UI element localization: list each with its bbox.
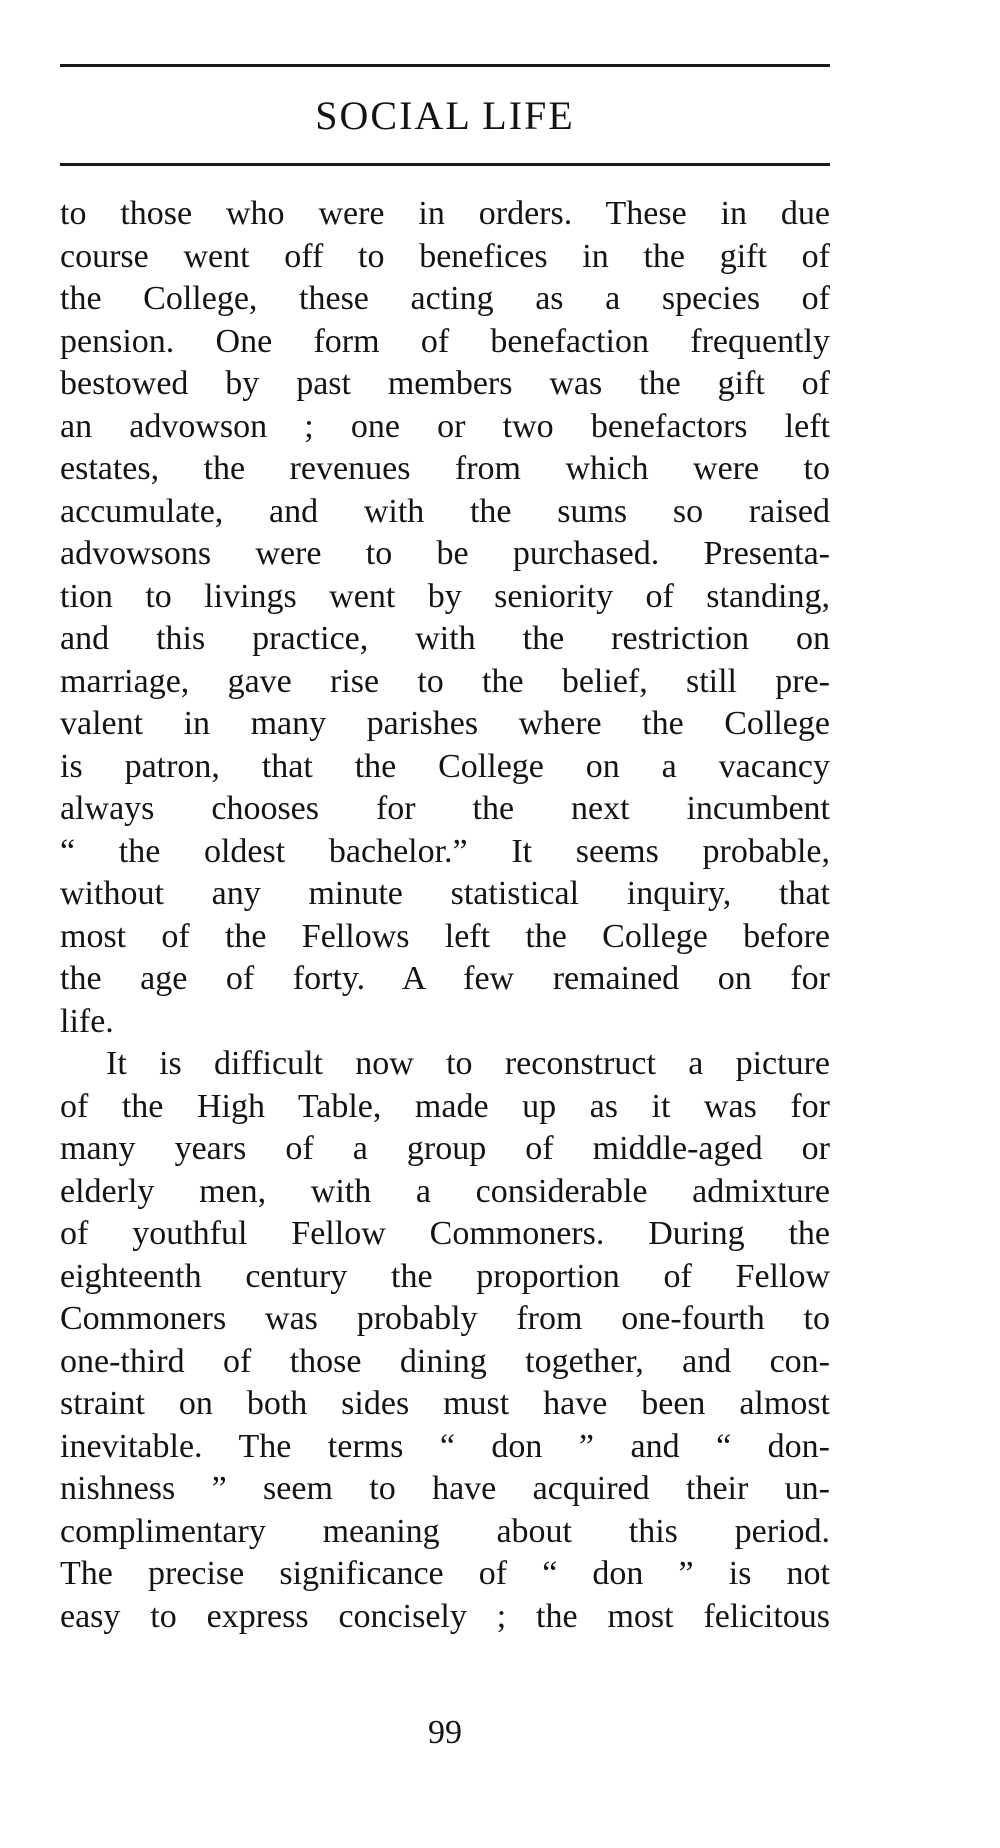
- paragraph: [60, 1043, 830, 1638]
- text-line: The precise significance of “ don ” is not: [60, 1555, 830, 1592]
- text-line: marriage, gave rise to the belief, still pre-: [60, 662, 830, 700]
- text-line: of youthful Fellow Commoners. During the: [60, 1215, 830, 1252]
- running-head: SOCIAL LIFE: [315, 93, 575, 138]
- text-line: of the High Table, made up as it was for: [60, 1087, 830, 1125]
- text-line: eighteenth century the proportion of Fellow: [60, 1257, 830, 1295]
- text-line: many years of a group of middle-aged or: [60, 1130, 830, 1167]
- text-line: inevitable. The terms “ don ” and “ don-: [60, 1427, 830, 1465]
- text-line: the College, these acting as a species of: [60, 280, 830, 317]
- book-page: [60, 0, 830, 1848]
- text-line: tion to livings went by seniority of standing,: [60, 577, 830, 615]
- text-line: “ the oldest bachelor.” It seems probable,: [60, 832, 830, 870]
- text-line: most of the Fellows left the College before: [60, 917, 830, 955]
- header-bottom-rule: [60, 163, 830, 166]
- text-line: nishness ” seem to have acquired their un-: [60, 1470, 830, 1507]
- text-line: an advowson ; one or two benefactors left: [60, 407, 830, 445]
- text-line: accumulate, and with the sums so raised: [60, 492, 830, 530]
- text-line: valent in many parishes where the College: [60, 705, 830, 742]
- text-line: estates, the revenues from which were to: [60, 450, 830, 487]
- text-line: It is difficult now to reconstruct a picture: [106, 1045, 830, 1082]
- text-line: complimentary meaning about this period.: [60, 1512, 830, 1550]
- text-line: is patron, that the College on a vacancy: [60, 747, 830, 785]
- text-line: always chooses for the next incumbent: [60, 790, 830, 827]
- text-line: without any minute statistical inquiry, that: [60, 875, 830, 912]
- page-number: 99: [428, 1714, 462, 1751]
- text-line: course went off to benefices in the gift of: [60, 237, 830, 275]
- text-line: the age of forty. A few remained on for: [60, 960, 830, 997]
- text-line: easy to express concisely ; the most felicitous: [60, 1597, 830, 1635]
- text-line: advowsons were to be purchased. Presenta-: [60, 535, 830, 572]
- text-line: bestowed by past members was the gift of: [60, 365, 830, 402]
- text-line: one-third of those dining together, and con-: [60, 1342, 830, 1380]
- text-line: straint on both sides must have been almost: [60, 1385, 830, 1422]
- text-line: elderly men, with a considerable admixture: [60, 1172, 830, 1210]
- text-line: life.: [60, 1002, 114, 1040]
- header-top-rule: [60, 64, 830, 67]
- text-line: pension. One form of benefaction frequently: [60, 322, 830, 360]
- text-line: to those who were in orders. These in due: [60, 195, 830, 232]
- text-line: Commoners was probably from one-fourth to: [60, 1300, 830, 1337]
- text-line: and this practice, with the restriction on: [60, 620, 830, 657]
- body-text: [60, 193, 830, 1638]
- paragraph: [60, 193, 830, 1043]
